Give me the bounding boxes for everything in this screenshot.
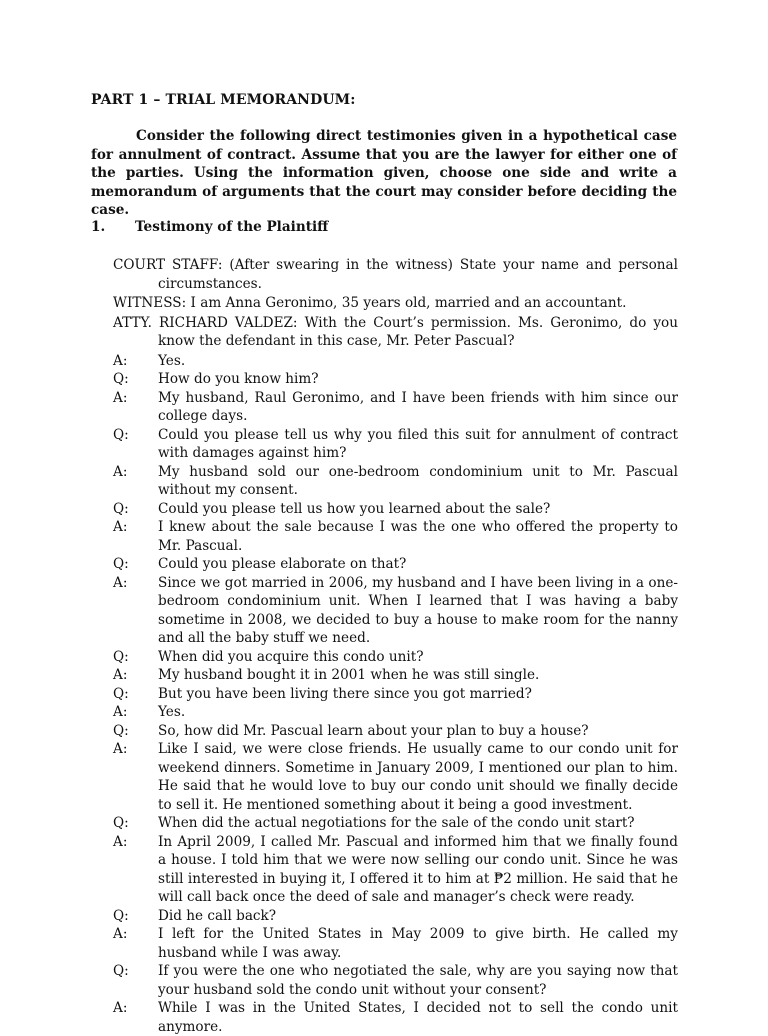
speaker-label: A: xyxy=(113,389,128,406)
speaker-label: A: xyxy=(113,352,128,369)
statement-text: So, how did Mr. Pascual learn about your plan to buy a house? xyxy=(158,722,589,739)
statement-text: (After swearing in the witness) State your name and personal circumstances. xyxy=(158,257,678,292)
speaker-label: A: xyxy=(113,833,128,850)
statement-text: Could you please tell us how you learned about the sale? xyxy=(158,500,551,517)
statement-text: How do you know him? xyxy=(158,371,319,387)
speaker-label: A: xyxy=(113,463,128,480)
transcript-entry xyxy=(113,833,678,907)
statement-text: But you have been living there since you got married? xyxy=(158,685,532,702)
transcript-entry xyxy=(113,352,678,371)
transcript-entry xyxy=(113,555,678,574)
statement-text: I knew about the sale because I was the one who offered the property to Mr. Pascual. xyxy=(158,519,678,554)
speaker-label: A: xyxy=(113,1000,128,1016)
statement-text: I am Anna Geronimo, 35 years old, married and an accountant. xyxy=(190,295,627,311)
transcript-entry xyxy=(113,389,678,426)
speaker-label: A: xyxy=(113,519,128,535)
speaker-label: WITNESS: xyxy=(113,295,187,311)
statement-text: Could you please tell us why you filed this suit for annulment of contract with damages against him? xyxy=(158,426,678,461)
statement-text: My husband, Raul Geronimo, and I have been friends with him since our college days. xyxy=(158,389,678,424)
speaker-label: A: xyxy=(113,741,128,757)
instructions-paragraph: Consider the following direct testimonies given in a hypothetical case for annulment of contract. Assume that you are the lawyer for either one of the parties. Using the information given, choose one side and write a memorandum of arguments that the court may consider before deciding the case. xyxy=(91,128,677,218)
speaker-label: Q: xyxy=(113,685,129,702)
speaker-label: Q: xyxy=(113,556,129,572)
transcript-entry xyxy=(113,426,678,463)
section-heading xyxy=(91,219,677,235)
transcript-entry xyxy=(113,703,678,722)
speaker-label: A: xyxy=(113,667,128,683)
statement-text: Like I said, we were close friends. He usually came to our condo unit for weekend dinners. Sometime in January 2009, I mentioned our plan to him. He said that he would love to buy our condo unit should we finally decide to sell it. He mentioned something about it being a good investment. xyxy=(158,741,678,813)
statement-text: Since we got married in 2006, my husband and I have been living in a one-bedroom condominium unit. When I learned that I was having a baby sometime in 2008, we decided to buy a house to make room for the nanny and all the baby stuff we need. xyxy=(158,574,678,646)
statement-text: In April 2009, I called Mr. Pascual and informed him that we finally found a house. I told him that we were now selling our condo unit. Since he was still interested in buying it, I offered it to him at ₱2 million. He said that he will call back once the deed of sale and manager’s check were ready. xyxy=(158,833,678,905)
speaker-label: Q: xyxy=(113,426,129,443)
statement-text: While I was in the United States, I decided not to sell the condo unit anymore. xyxy=(158,1000,678,1035)
transcript-entry xyxy=(113,962,678,999)
speaker-label: Q: xyxy=(113,500,129,517)
transcript-entry xyxy=(113,648,678,667)
speaker-label: Q: xyxy=(113,648,129,665)
section-number: 1. xyxy=(91,219,106,235)
transcript-entry xyxy=(113,722,678,741)
statement-text: My husband sold our one-bedroom condominium unit to Mr. Pascual without my consent. xyxy=(158,463,678,498)
transcript-entry xyxy=(113,685,678,704)
statement-text: Did he call back? xyxy=(158,907,277,924)
speaker-label: ATTY. RICHARD VALDEZ: xyxy=(113,314,298,331)
speaker-label: Q: xyxy=(113,722,129,739)
speaker-label: A: xyxy=(113,704,128,720)
speaker-label: A: xyxy=(113,574,128,591)
transcript-entry xyxy=(113,518,678,555)
part-heading: PART 1 – TRIAL MEMORANDUM: xyxy=(91,92,356,108)
speaker-label: A: xyxy=(113,926,128,942)
transcript-entry xyxy=(113,370,678,389)
transcript-entry xyxy=(113,999,678,1036)
speaker-label: Q: xyxy=(113,371,129,387)
statement-text: When did the actual negotiations for the sale of the condo unit start? xyxy=(158,815,635,831)
statement-text: If you were the one who negotiated the sale, why are you saying now that your husband sold the condo unit without your consent? xyxy=(158,963,678,998)
transcript-entry xyxy=(113,925,678,962)
transcript-entry xyxy=(113,666,678,685)
transcript-entry xyxy=(113,463,678,500)
testimony-transcript xyxy=(113,256,678,1036)
statement-text: Could you please elaborate on that? xyxy=(158,556,407,572)
section-title: Testimony of the Plaintiff xyxy=(135,219,329,235)
statement-text: With the Court’s permission. Ms. Geronimo, do you know the defendant in this case, Mr. Peter Pascual? xyxy=(158,314,678,349)
speaker-label: COURT STAFF: xyxy=(113,257,223,273)
statement-text: I left for the United States in May 2009 to give birth. He called my husband while I was away. xyxy=(158,926,678,961)
transcript-entry xyxy=(113,294,678,313)
speaker-label: Q: xyxy=(113,907,129,924)
speaker-label: Q: xyxy=(113,815,129,831)
transcript-entry xyxy=(113,740,678,814)
transcript-entry xyxy=(113,814,678,833)
transcript-entry xyxy=(113,256,678,293)
transcript-entry xyxy=(113,574,678,648)
statement-text: Yes. xyxy=(158,352,186,369)
statement-text: When did you acquire this condo unit? xyxy=(158,648,424,665)
statement-text: My husband bought it in 2001 when he was still single. xyxy=(158,667,540,683)
speaker-label: Q: xyxy=(113,963,129,979)
transcript-entry xyxy=(113,907,678,926)
transcript-entry xyxy=(113,500,678,519)
statement-text: Yes. xyxy=(158,704,186,720)
transcript-entry xyxy=(113,314,678,351)
